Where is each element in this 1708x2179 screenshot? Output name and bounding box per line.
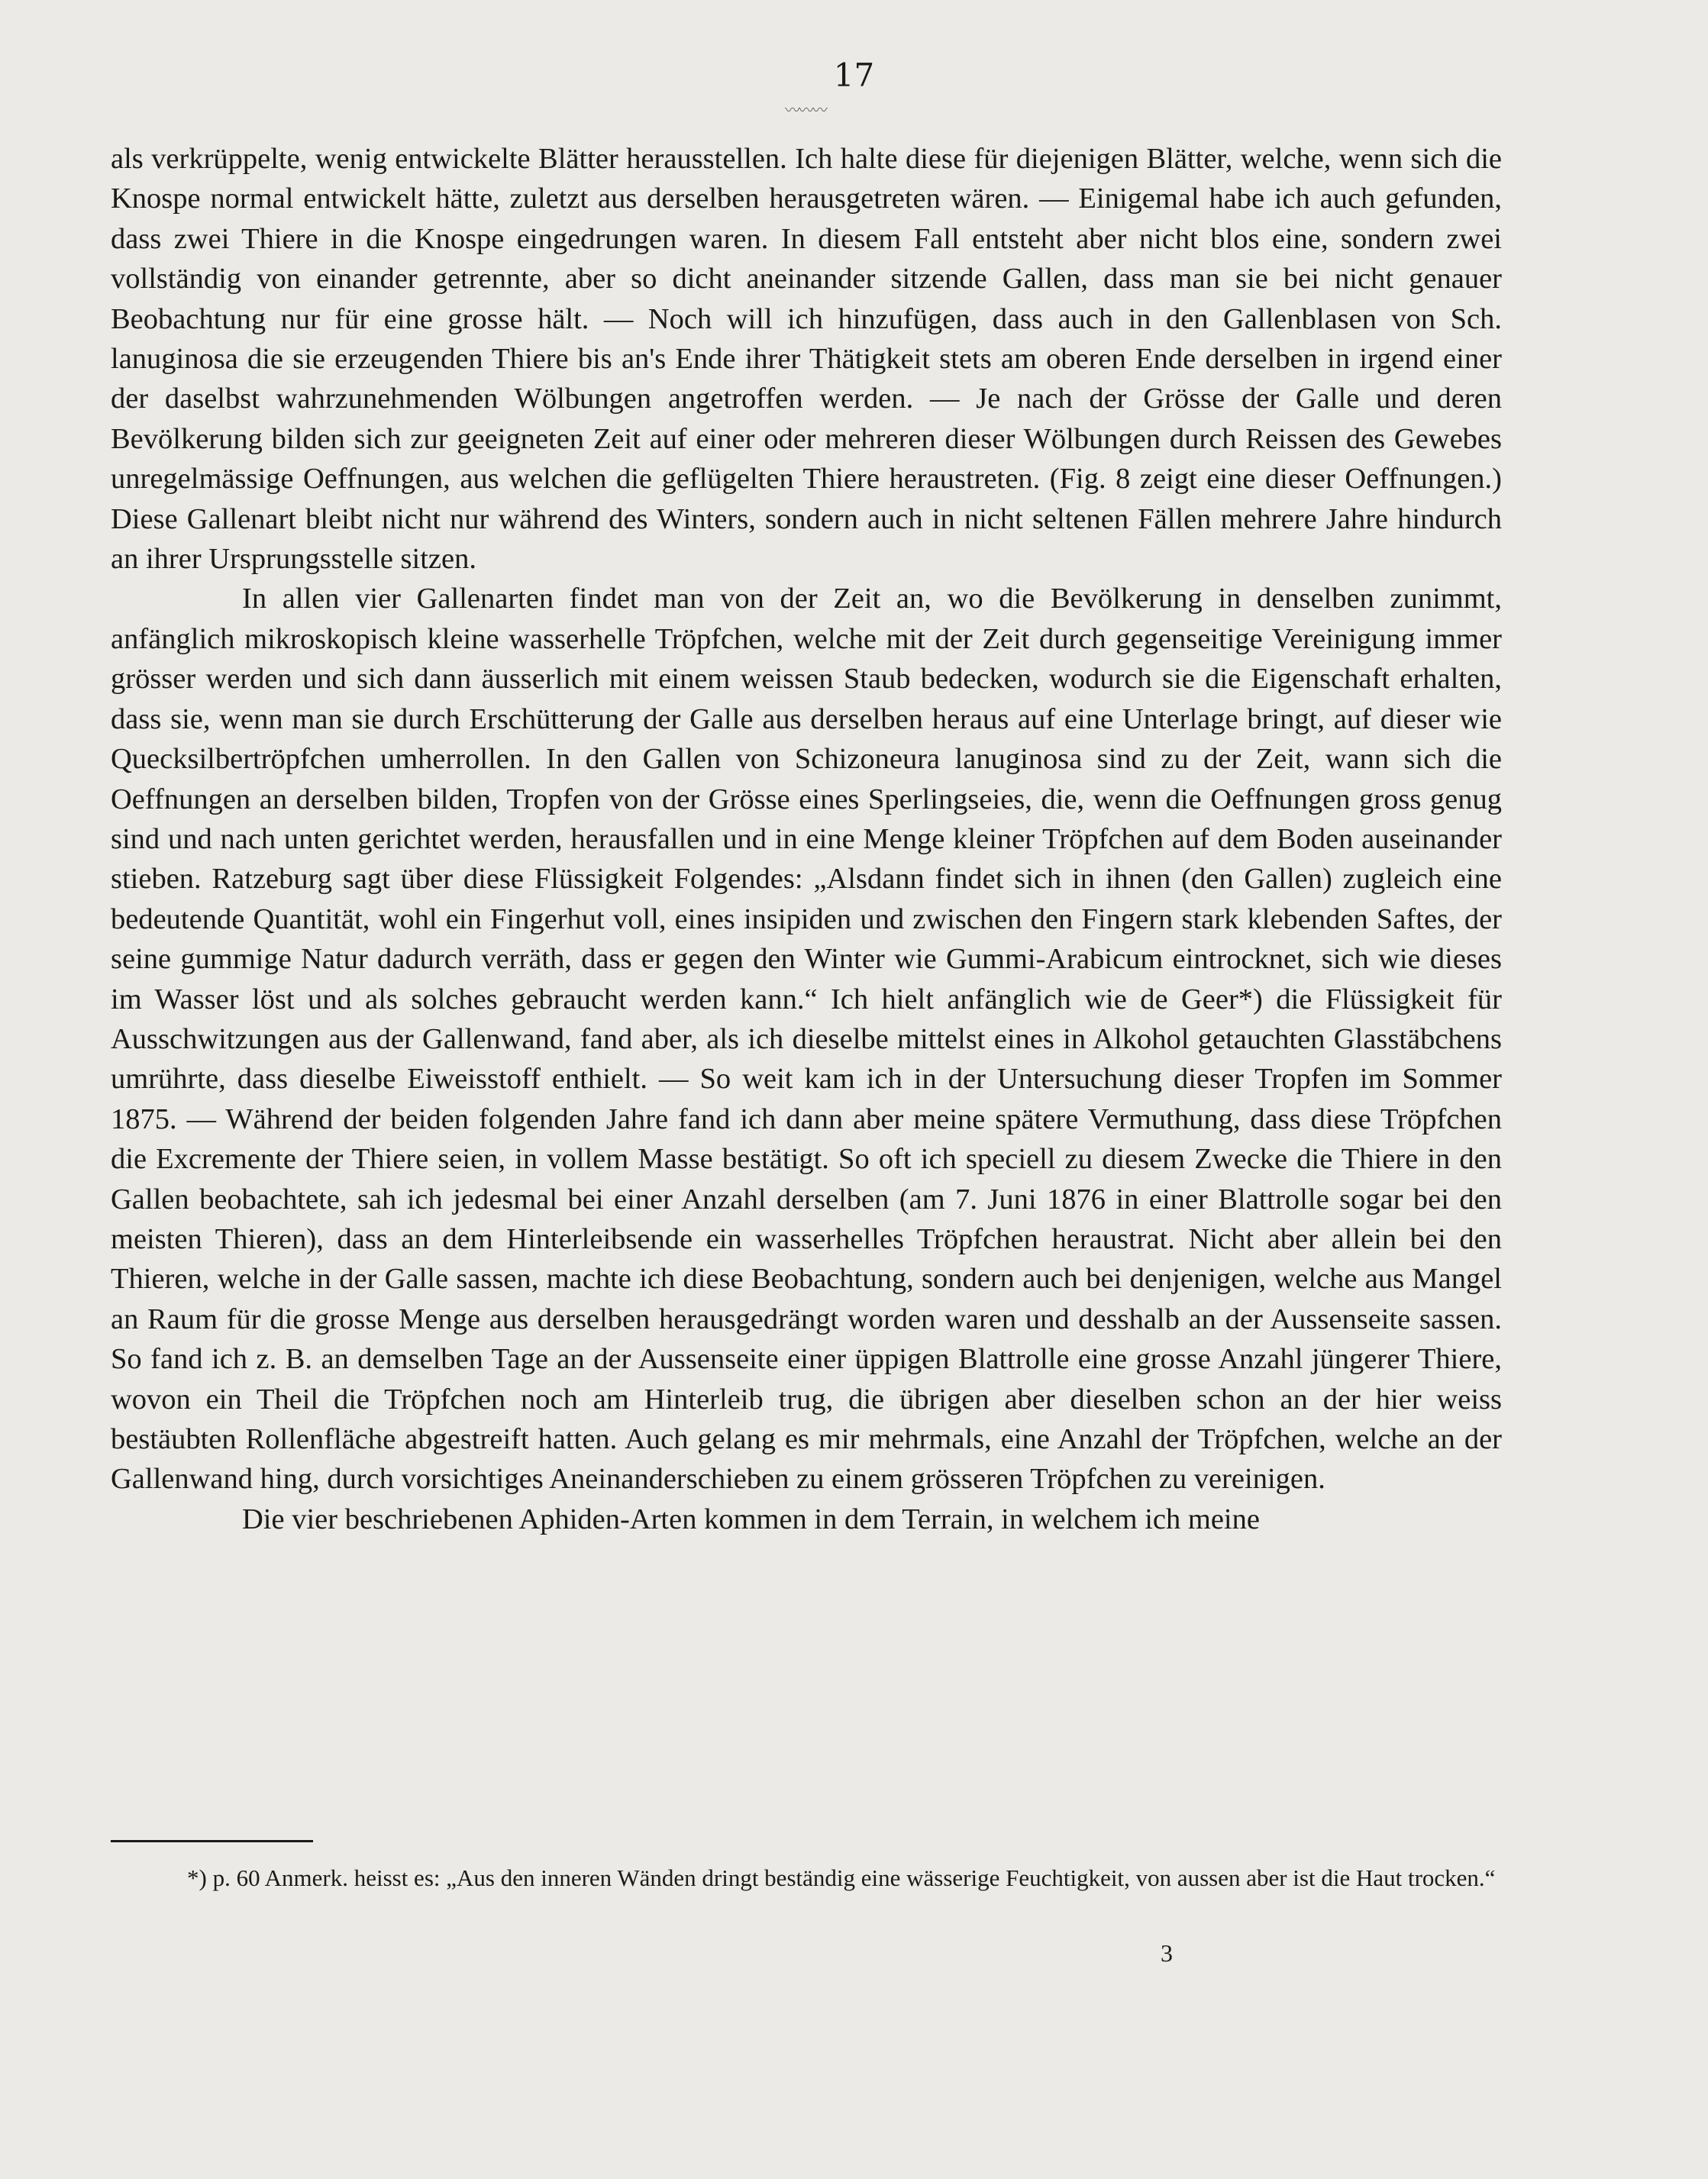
paragraph-2: In allen vier Gallenarten findet man von der Zeit an, wo die Bevölkerung in denselben zunimmt, anfänglich mikroskopisch kleine wasserhelle Tröpfchen, welche mit der Zeit durch gegenseitige Vereinigung immer grösser werden und sich dann äusserlich mit einem weissen Staub bedecken, wodurch sie die Eigenschaft erhalten, dass sie, wenn man sie durch Erschütterung der Galle aus derselben heraus auf eine Unterlage bringt, auf dieser wie Quecksilbertröpfchen umherrollen. In den Gallen von Schizoneura lanuginosa sind zu der Zeit, wann sich die Oeffnungen an derselben bilden, Tropfen von der Grösse eines Sperlingseies, die, wenn die Oeffnungen gross genug sind und nach unten gerichtet werden, herausfallen und in eine Menge kleiner Tröpfchen auf dem Boden auseinander stieben. Ratzeburg sagt über diese Flüssigkeit Folgendes: „Alsdann findet sich in ihnen (den Gallen) zugleich eine bedeutende Quantität, wohl ein Fingerhut voll, eines insipiden und zwischen den Fingern stark klebenden Saftes, der seine gummige Natur dadurch verräth, dass er gegen den Winter wie Gummi-Arabicum eintrocknet, sich wie dieses im Wasser löst und als solches gebraucht werden kann.“ Ich hielt anfänglich wie de Geer*) die Flüssigkeit für Ausschwitzungen aus der Gallenwand, fand aber, als ich dieselbe mittelst eines in Alkohol getauchten Glasstäbchens umrührte, dass dieselbe Eiweisstoff enthielt. — So weit kam ich in der Untersuchung dieser Tropfen im Sommer 1875. — Während der beiden folgenden Jahre fand ich dann aber meine spätere Vermuthung, dass diese Tröpfchen die Excremente der Thiere seien, in vollem Masse bestätigt. So oft ich speciell zu diesem Zwecke die Thiere in den Gallen beobachtete, sah ich jedesmal bei einer Anzahl derselben (am 7. Juni 1876 in einer Blattrolle sogar bei den meisten Thieren), dass an dem Hinterleibsende ein wasserhelles Tröpfchen heraustrat. Nicht aber allein bei den Thieren, welche in der Galle sassen, machte ich diese Beobachtung, sondern auch bei denjenigen, welche aus Mangel an Raum für die grosse Menge aus derselben herausgedrängt worden waren und desshalb an der Aussenseite sassen. So fand ich z. B. an demselben Tage an der Aussenseite einer üppigen Blattrolle eine grosse Anzahl jüngerer Thiere, wovon ein Theil die Tröpfchen noch am Hinterleib trug, die übrigen aber dieselben schon an der hier weiss bestäubten Rollenfläche abgestreift hatten. Auch gelang es mir mehrmals, eine Anzahl der Tröpfchen, welche an der Gallenwand hing, durch vorsichtiges Aneinanderschieben zu einem grösseren Tröpfchen zu vereinigen. xyxy=(111,583,1502,1496)
paragraph-1: als verkrüppelte, wenig entwickelte Blätter herausstellen. Ich halte diese für diejenigen Blätter, welche, wenn sich die Knospe normal entwickelt hätte, zuletzt aus derselben herausgetreten wären. — Einigemal habe ich auch gefunden, dass zwei Thiere in die Knospe eingedrungen waren. In diesem Fall entsteht aber nicht blos eine, sondern zwei vollständig von einander getrennte, aber so dicht aneinander sitzende Gallen, dass man sie bei nicht genauer Beobachtung nur für eine grosse hält. — Noch will ich hinzufügen, dass auch in den Gallenblasen von Sch. lanuginosa die sie erzeugenden Thiere bis an's Ende ihrer Thätigkeit stets am oberen Ende derselben in irgend einer der daselbst wahrzunehmenden Wölbungen angetroffen werden. — Je nach der Grösse der Galle und deren Bevölkerung bilden sich zur geeigneten Zeit auf einer oder mehreren dieser Wölbungen durch Reissen des Gewebes unregelmässige Oeffnungen, aus welchen die geflügelten Thiere heraustreten. (Fig. 8 zeigt eine dieser Oeffnungen.) Diese Gallenart bleibt nicht nur während des Winters, sondern auch in nicht seltenen Fällen mehrere Jahre hindurch an ihrer Ursprungsstelle sitzen. xyxy=(111,143,1502,576)
footnote-text: *) p. 60 Anmerk. heisst es: „Aus den inneren Wänden dringt beständig eine wässerige Feuchtigkeit, von aussen aber ist die Haut trocken.“ xyxy=(187,1864,1496,1891)
page-number: 17 xyxy=(833,56,875,94)
footnote xyxy=(111,1860,1502,1897)
page-number-ornament: 〰〰〰 xyxy=(785,101,826,119)
footnote-rule xyxy=(111,1840,313,1842)
body-text xyxy=(111,139,1502,1539)
paragraph-3: Die vier beschriebenen Aphiden-Arten kommen in dem Terrain, in welchem ich meine xyxy=(242,1503,1260,1535)
signature-mark: 3 xyxy=(1161,1939,1173,1967)
